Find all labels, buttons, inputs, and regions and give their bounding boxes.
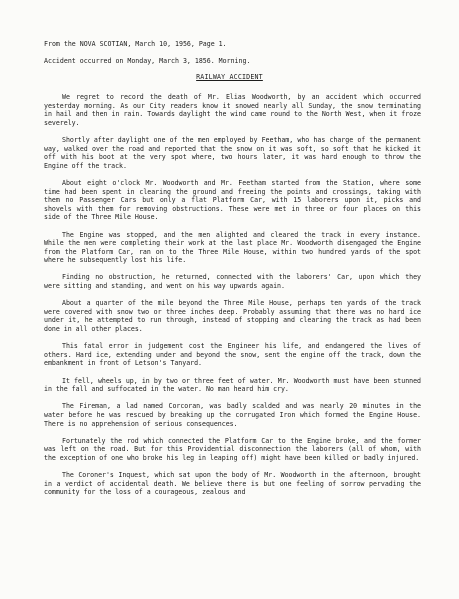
article-title: RAILWAY ACCIDENT bbox=[196, 73, 263, 81]
paragraph: The Engine was stopped, and the men alighted and cleared the track in every instance. While the men were completing their work at the last place Mr. Woodworth disengaged the Engine from the Platform Car, ran on to the Three Mile House, within two hundred yards of the spot where he subsequently lost his life. bbox=[44, 230, 421, 265]
accident-date-note: Accident occurred on Monday, March 3, 1856. Morning. bbox=[44, 57, 251, 65]
paragraph: About a quarter of the mile beyond the Three Mile House, perhaps ten yards of the track were covered with snow two or three inches deep. Probably assuming that there was no hard ice under it, he attempted to run through, instead of stopping and clearing the track as had been done in all other places. bbox=[44, 299, 421, 334]
paragraph: Fortunately the rod which connected the Platform Car to the Engine broke, and the former was left on the road. But for this Providential disconnection the laborers (all of whom, with the exception of one who broke his leg in leaping off) might have been killed or badly injured. bbox=[44, 436, 421, 462]
paragraph: The Fireman, a lad named Corcoran, was badly scalded and was nearly 20 minutes in the water before he was rescued by breaking up the corrugated Iron which formed the Engine House. There is no apprehension of serious consequences. bbox=[44, 402, 421, 428]
paragraph: Finding no obstruction, he returned, connected with the laborers' Car, upon which they were sitting and standing, and went on his way upwards again. bbox=[44, 273, 421, 291]
paragraph: We regret to record the death of Mr. Elias Woodworth, by an accident which occurred yesterday morning. As our City readers know it snowed nearly all Sunday, the snow terminating in hail and then in rain. Towards daylight the wind came round to the North West, when it froze severely. bbox=[44, 93, 421, 127]
source-citation: From the NOVA SCOTIAN, March 10, 1956, Page 1. bbox=[44, 40, 227, 48]
paragraph: The Coroner's Inquest, which sat upon the body of Mr. Woodworth in the afternoon, brought in a verdict of accidental death. We believe there is but one feeling of sorrow pervading the community for the loss of a courageous, zealous and bbox=[44, 471, 421, 497]
article-body bbox=[44, 93, 421, 497]
paragraph: This fatal error in judgement cost the Engineer his life, and endangered the lives of others. Hard ice, extending under and beyond the snow, sent the engine off the track, down the embankment in front of Letson's Tanyard. bbox=[44, 342, 421, 368]
paragraph: It fell, wheels up, in by two or three feet of water. Mr. Woodworth must have been stunned in the fall and suffocated in the water. No man heard him cry. bbox=[44, 376, 421, 394]
paragraph: Shortly after daylight one of the men employed by Feetham, who has charge of the permanent way, walked over the road and reported that the snow on it was soft, so soft that he kicked it off with his boot at the very spot where, two hours later, it was hard enough to throw the Engine off the track. bbox=[44, 135, 421, 170]
paragraph: About eight o'clock Mr. Woodworth and Mr. Feetham started from the Station, where some time had been spent in clearing the ground and freeing the points and crossings, taking with them no Passenger Cars but only a flat Platform Car, with 15 laborers upon it, picks and shovels with them for removing obstructions. These were met in three or four places on this side of the Three Mile House. bbox=[44, 178, 421, 222]
